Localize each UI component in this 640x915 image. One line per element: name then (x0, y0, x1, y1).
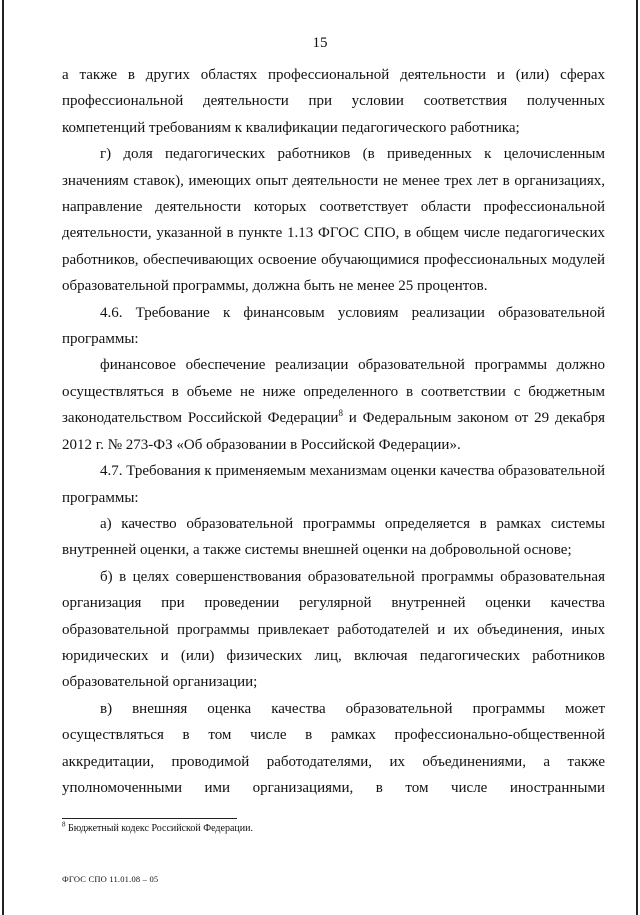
paragraph-4-7-heading: 4.7. Требования к применяемым механизмам оценки качества образовательной программы: (62, 463, 605, 506)
paragraph-financial-provision (62, 352, 605, 458)
paragraph-continuation: а также в других областях профессиональной деятельности и (или) сферах профессиональной деятельности при условии соответствия полученных компетенций требованиям к квалификации педагогического работника; (62, 67, 605, 136)
paragraph-4-6-heading: 4.6. Требование к финансовым условиям реализации образовательной программы: (62, 304, 605, 348)
scan-right-edge (636, 0, 638, 915)
paragraph-item-g: г) доля педагогических работников (в приведенных к целочисленным значениям ставок), имеющих опыт деятельности не менее трех лет в организациях, направление деятельности которых соответствует области профессиональной деятельности, указанной в пункте 1.13 ФГОС СПО, в общем числе педагогических работников, обеспечивающих освоение обучающимися профессиональных модулей образовательной программы, должна быть не менее 25 процентов. (62, 146, 605, 295)
footnote-number: 8 (62, 820, 66, 829)
footnote-reference: 8 (338, 408, 343, 419)
financial-text-after: и Федеральным законом от 29 декабря 2012 г. № 273-ФЗ «Об образовании в Российской Федерации». (62, 410, 605, 453)
page-number: 15 (312, 35, 328, 51)
paragraph-item-v: в) внешняя оценка качества образовательной программы может осуществляться в том числе в рамках профессионально-общественной аккредитации, проводимой работодателями, их объединениями, а также уполномоченными ими организациями, в том числе иностранными (62, 700, 605, 796)
footnote-divider (62, 818, 237, 819)
document-code: ФГОС СПО 11.01.08 – 05 (62, 874, 159, 884)
footnote-text: Бюджетный кодекс Российской Федерации. (65, 823, 253, 834)
paragraph-item-a: а) качество образовательной программы определяется в рамках системы внутренней оценки, а также системы внешней оценки на добровольной основе; (62, 515, 605, 559)
financial-text-before: финансовое обеспечение реализации образовательной программы должно осуществляться в объеме не ниже определенного в соответствии с бюджетным законодательством Российской Федерации (62, 357, 605, 427)
scan-left-edge (2, 0, 4, 915)
footnote (62, 822, 602, 835)
document-body (62, 62, 605, 801)
paragraph-item-b: б) в целях совершенствования образовательной программы образовательная организация при проведении регулярной внутренней оценки качества образовательной программы привлекает работодателей и их объединения, иных юридических и (или) физических лиц, включая педагогических работников образовательной организации; (62, 568, 605, 691)
